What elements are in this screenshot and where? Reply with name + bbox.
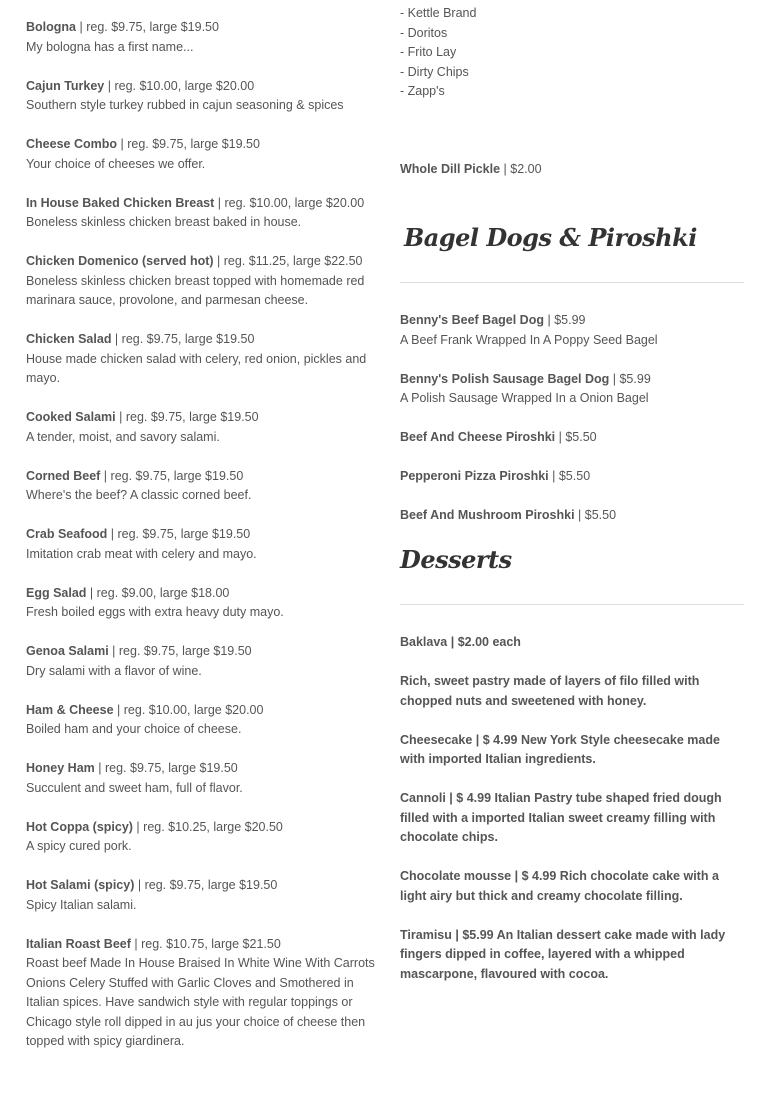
chip-brand: - Doritos [400,25,448,40]
item-name: Egg Salad [26,585,87,600]
item-name: Cajun Turkey [26,78,105,93]
item-name: Pepperoni Pizza Piroshki [400,469,549,483]
item-name: Beef And Mushroom Piroshki [400,508,575,522]
item-separator: | [134,878,145,892]
item-separator: | [543,313,555,327]
menu-item [400,506,744,526]
menu-item-pickle [400,160,744,180]
menu-item [26,194,376,233]
item-description: Boiled ham and your choice of cheese. [26,722,242,736]
item-name: Bologna [26,20,76,34]
menu-item [26,330,376,389]
item-separator: | [94,761,105,775]
menu-item [26,467,376,506]
item-price: reg. $10.75, large $21.50 [141,936,281,951]
item-price: reg. $9.75, large $19.50 [110,468,244,483]
item-description: A Beef Frank Wrapped In A Poppy Seed Bagel [400,332,658,347]
item-price: $2.00 [510,161,542,176]
item-price: reg. $9.75, large $19.50 [86,20,219,34]
item-price: $5.50 [558,469,591,483]
item-separator: | [107,527,118,541]
menu-item [400,311,744,350]
item-price: $5.50 [565,430,597,444]
item-price: $5.99 [619,371,651,386]
item-separator: | [574,508,585,522]
item-price: reg. $10.00, large $20.00 [114,78,255,93]
menu-item [400,467,744,487]
item-price: $5.50 [584,508,617,522]
item-separator: | [213,254,224,268]
item-name: Genoa Salami [26,644,109,658]
item-separator: | [117,137,128,151]
item-name: Cooked Salami [26,410,116,424]
item-separator: | [130,936,142,951]
item-name: In House Baked Chicken Breast [26,195,215,210]
item-price: reg. $10.00, large $20.00 [224,195,365,210]
menu-item [26,135,376,174]
item-name: Whole Dill Pickle [400,161,501,176]
item-separator: | [115,410,126,424]
item-description: House made chicken salad with celery, red onion, pickles and mayo. [26,351,367,385]
chips-list [400,4,744,102]
item-description: Your choice of cheeses we offer. [26,156,206,171]
item-name: Hot Coppa (spicy) [26,819,133,834]
bagel-list [400,311,744,526]
item-separator: | [214,195,225,210]
item-separator: | [86,585,97,600]
item-separator: | [111,332,122,346]
chip-brand: - Zapp's [400,84,445,98]
item-description: Boneless skinless chicken breast baked in house. [26,215,302,229]
dessert-baklava: Baklava | $2.00 each [400,635,521,649]
item-price: reg. $9.75, large $19.50 [104,761,238,775]
item-separator: | [113,702,124,717]
item-name: Corned Beef [26,468,101,483]
item-price: reg. $9.75, large $19.50 [118,644,252,658]
item-name: Beef And Cheese Piroshki [400,430,556,444]
menu-item [26,818,376,857]
item-name: Crab Seafood [26,527,108,541]
menu-item [26,584,376,623]
item-description: A Polish Sausage Wrapped In a Onion Bagel [400,391,649,405]
item-name: Chicken Salad [26,332,112,346]
item-name: Honey Ham [26,761,95,775]
menu-item [26,759,376,798]
item-price: reg. $9.75, large $19.50 [125,410,259,424]
menu-item [26,642,376,681]
item-description: A spicy cured pork. [26,839,132,853]
item-price: reg. $9.75, large $19.50 [121,332,255,346]
dessert-cheesecake: Cheesecake | $ 4.99 New York Style cheesecake made with imported Italian ingredients. [400,732,720,766]
item-price: reg. $9.75, large $19.50 [117,527,251,541]
dessert-baklava-desc: Rich, sweet pastry made of layers of filo filled with chopped nuts and sweetened with honey. [400,674,700,708]
chip-brand: - Dirty Chips [400,64,469,79]
dessert-cannoli: Cannoli | $ 4.99 Italian Pastry tube shaped fried dough filled with a imported Italian sweet creamy filling with chocolate chips. [400,791,722,844]
menu-item [26,252,376,311]
section-title-bagel-dogs: Bagel Dogs & Piroshki [404,223,697,252]
item-name: Italian Roast Beef [26,936,131,951]
menu-item [26,701,376,740]
item-description: A tender, moist, and savory salami. [26,429,220,444]
section-title-desserts: Desserts [400,545,512,574]
item-name: Chicken Domenico (served hot) [26,254,214,268]
menu-item [26,77,376,116]
item-name: Hot Salami (spicy) [26,878,135,892]
item-name: Benny's Polish Sausage Bagel Dog [400,371,610,386]
menu-item [26,408,376,447]
item-description: Fresh boiled eggs with extra heavy duty mayo. [26,605,284,619]
item-price: reg. $9.75, large $19.50 [144,878,278,892]
item-separator: | [76,20,87,34]
item-description: Roast beef Made In House Braised In White Wine With Carrots Onions Celery Stuffed with Garlic Cloves and Smothered in Italian spices. Have sandwich style with regular toppings or Chicago style roll dipped in au jus your choice of cheese then topped with spicy giardinera. [26,956,375,1048]
item-name: Benny's Beef Bagel Dog [400,313,544,327]
item-description: Succulent and sweet ham, full of flavor. [26,780,243,795]
item-separator: | [548,469,559,483]
menu-item [26,525,376,564]
item-separator: | [104,78,115,93]
item-description: Boneless skinless chicken breast topped with homemade red marinara sauce, provolone, and parmesan cheese. [26,273,365,307]
right-menu-column [400,4,744,1004]
item-separator: | [555,430,566,444]
menu-item [400,428,744,448]
item-name: Ham & Cheese [26,702,114,717]
sandwich-list [26,18,376,1052]
left-menu-column [26,18,376,1071]
menu-item [26,876,376,915]
menu-item [400,370,744,409]
section-divider [400,282,744,283]
item-description: My bologna has a first name... [26,39,194,54]
item-description: Dry salami with a flavor of wine. [26,663,202,678]
item-description: Imitation crab meat with celery and mayo. [26,546,257,561]
section-divider [400,604,744,605]
menu-item [26,935,376,1052]
menu-item [26,18,376,57]
item-price: reg. $11.25, large $22.50 [223,254,363,268]
item-description: Where's the beef? A classic corned beef. [26,488,252,502]
item-price: $5.99 [554,313,586,327]
item-separator: | [503,161,511,176]
chip-brand: - Kettle Brand [400,6,477,20]
chip-brand: - Frito Lay [400,45,457,59]
item-separator: | [132,819,144,834]
item-price: reg. $10.25, large $20.50 [143,819,283,834]
item-separator: | [609,371,620,386]
item-price: reg. $9.00, large $18.00 [96,585,230,600]
item-description: Spicy Italian salami. [26,897,137,912]
item-name: Cheese Combo [26,137,117,151]
item-price: reg. $10.00, large $20.00 [123,702,264,717]
dessert-chocolate-mousse: Chocolate mousse | $ 4.99 Rich chocolate cake with a light airy but thick and creamy chocolate filling. [400,869,719,903]
item-description: Southern style turkey rubbed in cajun seasoning & spices [26,98,344,112]
item-separator: | [108,644,119,658]
item-separator: | [100,468,111,483]
dessert-tiramisu: Tiramisu | $5.99 An Italian dessert cake made with lady fingers dipped in coffee, layered with a whipped mascarpone, flavoured with cocoa. [400,927,726,981]
item-price: reg. $9.75, large $19.50 [127,137,260,151]
